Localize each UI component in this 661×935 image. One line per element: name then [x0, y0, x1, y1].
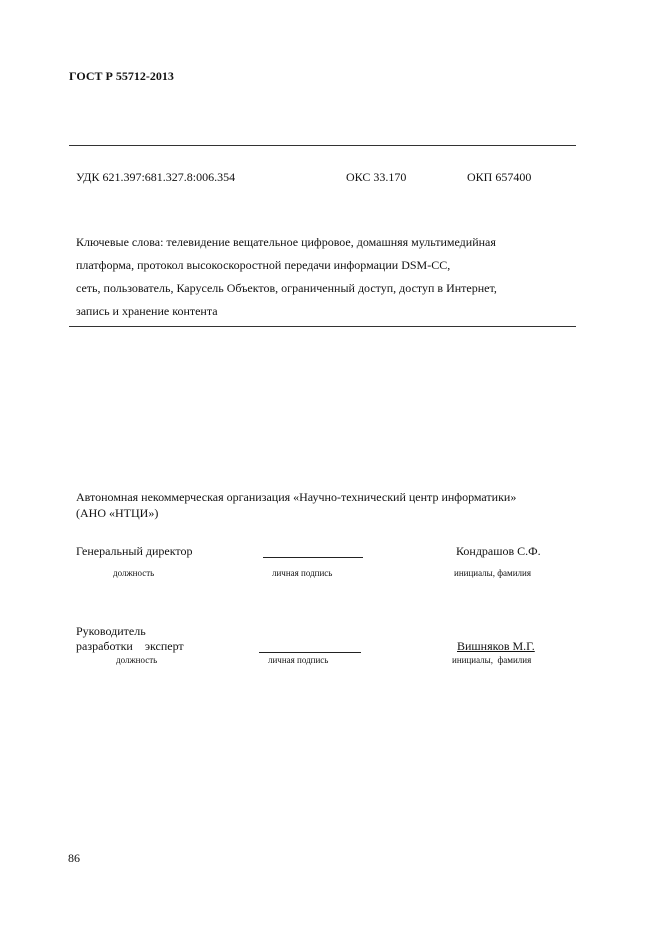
signer-2-position-line-1: Руководитель — [76, 624, 146, 638]
signer-1-signature-caption: личная подпись — [272, 568, 333, 578]
udk-code: УДК 621.397:681.327.8:006.354 — [76, 170, 236, 184]
signer-1-name-caption: инициалы, фамилия — [454, 568, 531, 578]
keywords-line-4: запись и хранение контента — [76, 304, 218, 318]
organization-abbrev: (АНО «НТЦИ») — [76, 506, 159, 520]
signer-2-name: Вишняков М.Г. — [457, 639, 535, 653]
top-rule — [69, 145, 576, 146]
signer-1-position-caption: должность — [113, 568, 155, 578]
organization-name: Автономная некоммерческая организация «Научно-технический центр информатики» — [76, 490, 517, 504]
signer-2-position-caption: должность — [116, 655, 158, 665]
signer-2-signature-caption: личная подпись — [268, 655, 329, 665]
signer-1-name: Кондрашов С.Ф. — [456, 544, 541, 558]
page-number: 86 — [68, 851, 80, 865]
keywords-line-2: платформа, протокол высокоскоростной передачи информации DSM-CC, — [76, 258, 451, 272]
keywords-line-1: Ключевые слова: телевидение вещательное цифровое, домашняя мультимедийная — [76, 235, 496, 249]
signer-2-position-line-2: разработки эксперт — [76, 639, 184, 653]
oks-code: ОКС 33.170 — [346, 170, 407, 184]
signer-2-name-caption: инициалы, фамилия — [452, 655, 532, 665]
okp-code: ОКП 657400 — [467, 170, 532, 184]
keywords-line-3: сеть, пользователь, Карусель Объектов, ограниченный доступ, доступ в Интернет, — [76, 281, 497, 295]
signer-2-signature-line — [259, 652, 361, 653]
signer-1-position: Генеральный директор — [76, 544, 193, 558]
signer-1-signature-line — [263, 557, 363, 558]
standard-code: ГОСТ Р 55712-2013 — [69, 69, 174, 83]
bottom-rule — [69, 326, 576, 327]
